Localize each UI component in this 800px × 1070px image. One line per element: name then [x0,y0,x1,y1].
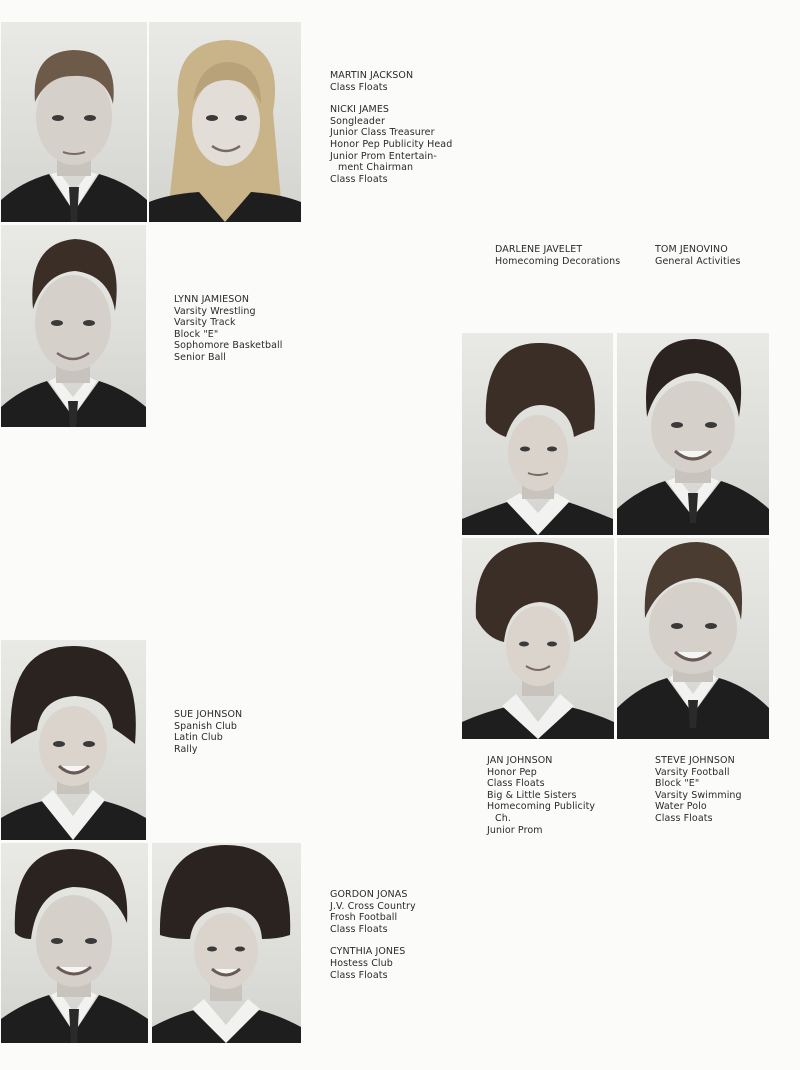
caption-gordon-jonas-cynthia-jones [330,889,416,981]
student-name: STEVE JOHNSON [655,755,735,766]
activity: Songleader [330,115,385,127]
activity: Sophomore Basketball [174,340,283,352]
activity: Class Floats [330,173,388,185]
portrait-nicki-james [149,22,301,222]
caption-martin-jackson-nicki-james [330,70,452,185]
activity: Rally [174,743,198,755]
activity: Varsity Football [655,766,730,778]
activity: Latin Club [174,732,223,744]
student-name: JAN JOHNSON [487,755,553,766]
student-name: GORDON JONAS [330,889,408,900]
activity: Class Floats [330,81,388,93]
student-name: SUE JOHNSON [174,709,243,720]
activity: Ch. [495,812,511,824]
activity: Class Floats [487,778,545,790]
activity: Class Floats [330,969,388,981]
activity: Water Polo [655,801,707,813]
portrait-tom-jenovino [617,333,769,535]
activity: Class Floats [330,923,388,935]
activity: Big & Little Sisters [487,789,577,801]
student-name: DARLENE JAVELET [495,244,583,255]
activity: Junior Class Treasurer [330,127,435,139]
activity: Homecoming Decorations [495,255,621,267]
activity: Varsity Swimming [655,789,742,801]
activity: Varsity Track [174,317,236,329]
caption-darlene-javelet [495,244,620,267]
student-name: TOM JENOVINO [655,244,728,255]
activity: Frosh Football [330,912,398,924]
portrait-lynn-jamieson [1,225,146,427]
activity: Block "E" [174,328,219,340]
portrait-darlene-javelet [462,333,613,535]
student-name: NICKI JAMES [330,104,390,116]
student-name: LYNN JAMIESON [174,294,250,305]
activity: Honor Pep Publicity Head [330,138,453,150]
activity: Class Floats [655,812,713,824]
activity: Junior Prom [487,824,543,836]
caption-lynn-jamieson [174,294,283,364]
activity: Homecoming Publicity [487,801,596,813]
caption-jan-johnson [487,755,595,836]
caption-steve-johnson [655,755,742,825]
caption-tom-jenovino [655,244,741,267]
activity: Junior Prom Entertain- [330,150,437,162]
activity: ment Chairman [338,162,414,174]
activity: Hostess Club [330,957,393,969]
activity: Block "E" [655,778,700,790]
activity: General Activities [655,255,741,267]
activity: J.V. Cross Country [330,900,416,912]
portrait-cynthia-jones [152,843,301,1043]
caption-sue-johnson [174,709,242,755]
activity: Varsity Wrestling [174,305,256,317]
activity: Senior Ball [174,351,226,363]
portrait-gordon-jonas [1,843,148,1043]
student-name: MARTIN JACKSON [330,70,414,81]
portrait-sue-johnson [1,640,146,840]
student-name: CYNTHIA JONES [330,946,406,958]
activity: Spanish Club [174,720,238,732]
portrait-martin-jackson [1,22,147,222]
activity: Honor Pep [487,766,537,778]
portrait-jan-johnson [462,538,614,739]
portrait-steve-johnson [617,538,769,739]
